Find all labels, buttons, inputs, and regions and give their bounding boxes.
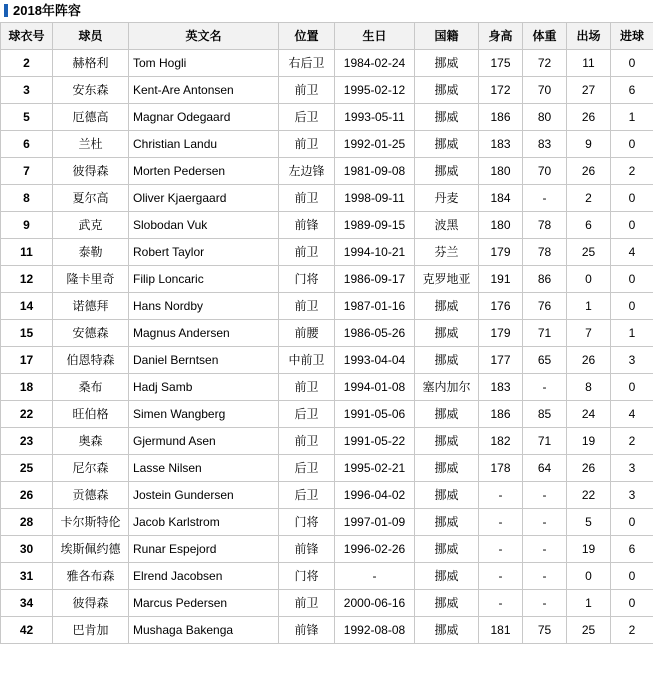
- cell-position: 前卫: [279, 374, 335, 401]
- cell-position: 前腰: [279, 320, 335, 347]
- table-row: [1, 374, 653, 401]
- cell-appearances: 26: [567, 347, 611, 374]
- cell-player: 赫格利: [53, 50, 129, 77]
- cell-jersey: 8: [1, 185, 53, 212]
- cell-english: Lasse Nilsen: [129, 455, 279, 482]
- cell-appearances: 1: [567, 293, 611, 320]
- cell-height: 183: [479, 374, 523, 401]
- cell-appearances: 0: [567, 266, 611, 293]
- cell-position: 门将: [279, 563, 335, 590]
- column-header-height: 身高: [479, 23, 523, 50]
- table-row: [1, 428, 653, 455]
- cell-jersey: 6: [1, 131, 53, 158]
- cell-height: 183: [479, 131, 523, 158]
- cell-jersey: 26: [1, 482, 53, 509]
- cell-jersey: 5: [1, 104, 53, 131]
- page-title-text: 2018年阵容: [13, 2, 81, 18]
- cell-height: 186: [479, 401, 523, 428]
- cell-goals: 0: [611, 212, 653, 239]
- cell-position: 门将: [279, 266, 335, 293]
- cell-jersey: 12: [1, 266, 53, 293]
- cell-appearances: 26: [567, 104, 611, 131]
- cell-jersey: 30: [1, 536, 53, 563]
- cell-goals: 3: [611, 482, 653, 509]
- cell-weight: 75: [523, 617, 567, 644]
- cell-height: 182: [479, 428, 523, 455]
- cell-height: 179: [479, 320, 523, 347]
- cell-weight: 70: [523, 77, 567, 104]
- cell-english: Oliver Kjaergaard: [129, 185, 279, 212]
- cell-english: Filip Loncaric: [129, 266, 279, 293]
- cell-goals: 4: [611, 401, 653, 428]
- cell-birthday: 1995-02-21: [335, 455, 415, 482]
- cell-goals: 3: [611, 455, 653, 482]
- cell-position: 后卫: [279, 104, 335, 131]
- cell-position: 前卫: [279, 293, 335, 320]
- cell-birthday: 1991-05-06: [335, 401, 415, 428]
- cell-goals: 1: [611, 320, 653, 347]
- cell-nationality: 挪威: [415, 617, 479, 644]
- cell-position: 前卫: [279, 77, 335, 104]
- cell-position: 右后卫: [279, 50, 335, 77]
- cell-weight: -: [523, 509, 567, 536]
- cell-birthday: 1995-02-12: [335, 77, 415, 104]
- cell-appearances: 24: [567, 401, 611, 428]
- cell-weight: 80: [523, 104, 567, 131]
- cell-nationality: 波黑: [415, 212, 479, 239]
- cell-english: Elrend Jacobsen: [129, 563, 279, 590]
- cell-english: Daniel Berntsen: [129, 347, 279, 374]
- cell-position: 前锋: [279, 212, 335, 239]
- cell-english: Magnar Odegaard: [129, 104, 279, 131]
- cell-player: 武克: [53, 212, 129, 239]
- cell-birthday: 1997-01-09: [335, 509, 415, 536]
- cell-jersey: 18: [1, 374, 53, 401]
- cell-height: 180: [479, 158, 523, 185]
- cell-birthday: -: [335, 563, 415, 590]
- cell-nationality: 挪威: [415, 590, 479, 617]
- table-row: [1, 77, 653, 104]
- cell-nationality: 挪威: [415, 347, 479, 374]
- column-header-english: 英文名: [129, 23, 279, 50]
- table-row: [1, 104, 653, 131]
- cell-goals: 0: [611, 590, 653, 617]
- cell-nationality: 挪威: [415, 536, 479, 563]
- cell-height: -: [479, 563, 523, 590]
- cell-english: Jostein Gundersen: [129, 482, 279, 509]
- cell-player: 安东森: [53, 77, 129, 104]
- cell-height: 180: [479, 212, 523, 239]
- cell-goals: 0: [611, 50, 653, 77]
- cell-nationality: 挪威: [415, 563, 479, 590]
- cell-jersey: 3: [1, 77, 53, 104]
- page-title: [0, 0, 653, 22]
- cell-nationality: 塞内加尔: [415, 374, 479, 401]
- table-header-row: [1, 23, 653, 50]
- cell-position: 前卫: [279, 428, 335, 455]
- cell-weight: -: [523, 536, 567, 563]
- table-row: [1, 239, 653, 266]
- cell-nationality: 挪威: [415, 509, 479, 536]
- cell-weight: 86: [523, 266, 567, 293]
- cell-english: Slobodan Vuk: [129, 212, 279, 239]
- cell-weight: 78: [523, 212, 567, 239]
- cell-weight: 71: [523, 428, 567, 455]
- cell-weight: 65: [523, 347, 567, 374]
- cell-goals: 0: [611, 509, 653, 536]
- cell-height: -: [479, 590, 523, 617]
- table-body: [1, 50, 653, 644]
- cell-english: Morten Pedersen: [129, 158, 279, 185]
- cell-nationality: 挪威: [415, 131, 479, 158]
- cell-player: 隆卡里奇: [53, 266, 129, 293]
- cell-birthday: 1991-05-22: [335, 428, 415, 455]
- cell-player: 安德森: [53, 320, 129, 347]
- cell-appearances: 9: [567, 131, 611, 158]
- table-row: [1, 401, 653, 428]
- table-row: [1, 347, 653, 374]
- cell-nationality: 挪威: [415, 104, 479, 131]
- cell-position: 前卫: [279, 185, 335, 212]
- cell-weight: 72: [523, 50, 567, 77]
- cell-player: 旺伯格: [53, 401, 129, 428]
- cell-weight: 71: [523, 320, 567, 347]
- cell-nationality: 挪威: [415, 482, 479, 509]
- cell-player: 伯恩特森: [53, 347, 129, 374]
- cell-appearances: 19: [567, 428, 611, 455]
- cell-appearances: 1: [567, 590, 611, 617]
- column-header-goals: 进球: [611, 23, 653, 50]
- cell-position: 后卫: [279, 401, 335, 428]
- cell-jersey: 2: [1, 50, 53, 77]
- table-row: [1, 158, 653, 185]
- cell-goals: 2: [611, 617, 653, 644]
- cell-weight: -: [523, 482, 567, 509]
- cell-player: 卡尔斯特伦: [53, 509, 129, 536]
- cell-birthday: 2000-06-16: [335, 590, 415, 617]
- table-row: [1, 590, 653, 617]
- cell-birthday: 1993-04-04: [335, 347, 415, 374]
- column-header-player: 球员: [53, 23, 129, 50]
- cell-birthday: 1996-04-02: [335, 482, 415, 509]
- cell-jersey: 23: [1, 428, 53, 455]
- cell-english: Hadj Samb: [129, 374, 279, 401]
- cell-height: -: [479, 509, 523, 536]
- cell-nationality: 挪威: [415, 50, 479, 77]
- cell-nationality: 挪威: [415, 158, 479, 185]
- cell-position: 后卫: [279, 455, 335, 482]
- cell-jersey: 7: [1, 158, 53, 185]
- cell-english: Runar Espejord: [129, 536, 279, 563]
- cell-goals: 0: [611, 131, 653, 158]
- cell-player: 彼得森: [53, 158, 129, 185]
- cell-goals: 0: [611, 563, 653, 590]
- cell-nationality: 挪威: [415, 428, 479, 455]
- cell-appearances: 27: [567, 77, 611, 104]
- column-header-position: 位置: [279, 23, 335, 50]
- cell-english: Tom Hogli: [129, 50, 279, 77]
- cell-birthday: 1998-09-11: [335, 185, 415, 212]
- cell-player: 贡德森: [53, 482, 129, 509]
- cell-position: 门将: [279, 509, 335, 536]
- cell-player: 诺德拜: [53, 293, 129, 320]
- cell-jersey: 22: [1, 401, 53, 428]
- cell-jersey: 15: [1, 320, 53, 347]
- cell-appearances: 11: [567, 50, 611, 77]
- cell-nationality: 挪威: [415, 293, 479, 320]
- cell-nationality: 丹麦: [415, 185, 479, 212]
- table-row: [1, 266, 653, 293]
- cell-player: 埃斯佩约德: [53, 536, 129, 563]
- cell-birthday: 1993-05-11: [335, 104, 415, 131]
- cell-weight: -: [523, 563, 567, 590]
- cell-jersey: 34: [1, 590, 53, 617]
- cell-birthday: 1992-08-08: [335, 617, 415, 644]
- cell-birthday: 1981-09-08: [335, 158, 415, 185]
- cell-height: 184: [479, 185, 523, 212]
- cell-position: 前卫: [279, 239, 335, 266]
- cell-player: 厄德高: [53, 104, 129, 131]
- cell-weight: 83: [523, 131, 567, 158]
- cell-english: Marcus Pedersen: [129, 590, 279, 617]
- cell-height: 179: [479, 239, 523, 266]
- cell-position: 前锋: [279, 536, 335, 563]
- cell-appearances: 26: [567, 455, 611, 482]
- cell-english: Magnus Andersen: [129, 320, 279, 347]
- cell-goals: 0: [611, 266, 653, 293]
- cell-goals: 0: [611, 185, 653, 212]
- cell-english: Christian Landu: [129, 131, 279, 158]
- cell-jersey: 14: [1, 293, 53, 320]
- cell-goals: 0: [611, 374, 653, 401]
- cell-birthday: 1986-05-26: [335, 320, 415, 347]
- cell-nationality: 挪威: [415, 77, 479, 104]
- cell-english: Hans Nordby: [129, 293, 279, 320]
- cell-appearances: 2: [567, 185, 611, 212]
- cell-goals: 2: [611, 158, 653, 185]
- cell-height: 176: [479, 293, 523, 320]
- table-row: [1, 320, 653, 347]
- cell-weight: 70: [523, 158, 567, 185]
- cell-nationality: 挪威: [415, 320, 479, 347]
- cell-height: -: [479, 536, 523, 563]
- cell-appearances: 22: [567, 482, 611, 509]
- cell-birthday: 1994-10-21: [335, 239, 415, 266]
- cell-goals: 6: [611, 77, 653, 104]
- cell-position: 前卫: [279, 590, 335, 617]
- cell-appearances: 7: [567, 320, 611, 347]
- cell-english: Robert Taylor: [129, 239, 279, 266]
- column-header-jersey: 球衣号: [1, 23, 53, 50]
- table-row: [1, 536, 653, 563]
- cell-weight: -: [523, 185, 567, 212]
- cell-height: 172: [479, 77, 523, 104]
- cell-jersey: 9: [1, 212, 53, 239]
- cell-jersey: 31: [1, 563, 53, 590]
- cell-jersey: 42: [1, 617, 53, 644]
- cell-nationality: 芬兰: [415, 239, 479, 266]
- cell-weight: 64: [523, 455, 567, 482]
- cell-position: 前锋: [279, 617, 335, 644]
- cell-birthday: 1984-02-24: [335, 50, 415, 77]
- cell-goals: 0: [611, 293, 653, 320]
- table-row: [1, 50, 653, 77]
- cell-goals: 4: [611, 239, 653, 266]
- cell-weight: -: [523, 590, 567, 617]
- table-row: [1, 617, 653, 644]
- column-header-nationality: 国籍: [415, 23, 479, 50]
- table-row: [1, 131, 653, 158]
- cell-player: 夏尔高: [53, 185, 129, 212]
- cell-height: 177: [479, 347, 523, 374]
- table-row: [1, 509, 653, 536]
- table-row: [1, 212, 653, 239]
- cell-player: 雅各布森: [53, 563, 129, 590]
- cell-weight: -: [523, 374, 567, 401]
- cell-weight: 85: [523, 401, 567, 428]
- cell-english: Kent-Are Antonsen: [129, 77, 279, 104]
- cell-nationality: 挪威: [415, 401, 479, 428]
- cell-jersey: 17: [1, 347, 53, 374]
- cell-appearances: 8: [567, 374, 611, 401]
- cell-position: 后卫: [279, 482, 335, 509]
- title-accent-bar: [4, 4, 8, 17]
- column-header-appearances: 出场: [567, 23, 611, 50]
- cell-jersey: 25: [1, 455, 53, 482]
- cell-birthday: 1986-09-17: [335, 266, 415, 293]
- cell-birthday: 1994-01-08: [335, 374, 415, 401]
- cell-player: 桑布: [53, 374, 129, 401]
- cell-birthday: 1996-02-26: [335, 536, 415, 563]
- cell-nationality: 挪威: [415, 455, 479, 482]
- cell-birthday: 1992-01-25: [335, 131, 415, 158]
- table-row: [1, 482, 653, 509]
- cell-height: 186: [479, 104, 523, 131]
- cell-position: 左边锋: [279, 158, 335, 185]
- cell-appearances: 6: [567, 212, 611, 239]
- cell-height: 181: [479, 617, 523, 644]
- cell-appearances: 0: [567, 563, 611, 590]
- cell-goals: 1: [611, 104, 653, 131]
- cell-height: -: [479, 482, 523, 509]
- table-row: [1, 455, 653, 482]
- table-row: [1, 563, 653, 590]
- cell-appearances: 26: [567, 158, 611, 185]
- cell-player: 奥森: [53, 428, 129, 455]
- cell-position: 中前卫: [279, 347, 335, 374]
- cell-position: 前卫: [279, 131, 335, 158]
- cell-jersey: 28: [1, 509, 53, 536]
- roster-table: [0, 22, 653, 644]
- column-header-weight: 体重: [523, 23, 567, 50]
- cell-appearances: 25: [567, 617, 611, 644]
- cell-goals: 3: [611, 347, 653, 374]
- cell-player: 泰勒: [53, 239, 129, 266]
- cell-english: Gjermund Asen: [129, 428, 279, 455]
- cell-appearances: 5: [567, 509, 611, 536]
- cell-english: Jacob Karlstrom: [129, 509, 279, 536]
- cell-weight: 76: [523, 293, 567, 320]
- cell-player: 巴肯加: [53, 617, 129, 644]
- cell-player: 兰杜: [53, 131, 129, 158]
- cell-jersey: 11: [1, 239, 53, 266]
- table-row: [1, 293, 653, 320]
- table-row: [1, 185, 653, 212]
- cell-weight: 78: [523, 239, 567, 266]
- cell-player: 尼尔森: [53, 455, 129, 482]
- cell-english: Simen Wangberg: [129, 401, 279, 428]
- cell-player: 彼得森: [53, 590, 129, 617]
- cell-english: Mushaga Bakenga: [129, 617, 279, 644]
- column-header-birthday: 生日: [335, 23, 415, 50]
- cell-appearances: 19: [567, 536, 611, 563]
- cell-height: 191: [479, 266, 523, 293]
- cell-height: 175: [479, 50, 523, 77]
- cell-height: 178: [479, 455, 523, 482]
- cell-birthday: 1989-09-15: [335, 212, 415, 239]
- cell-goals: 6: [611, 536, 653, 563]
- cell-birthday: 1987-01-16: [335, 293, 415, 320]
- cell-appearances: 25: [567, 239, 611, 266]
- cell-goals: 2: [611, 428, 653, 455]
- cell-nationality: 克罗地亚: [415, 266, 479, 293]
